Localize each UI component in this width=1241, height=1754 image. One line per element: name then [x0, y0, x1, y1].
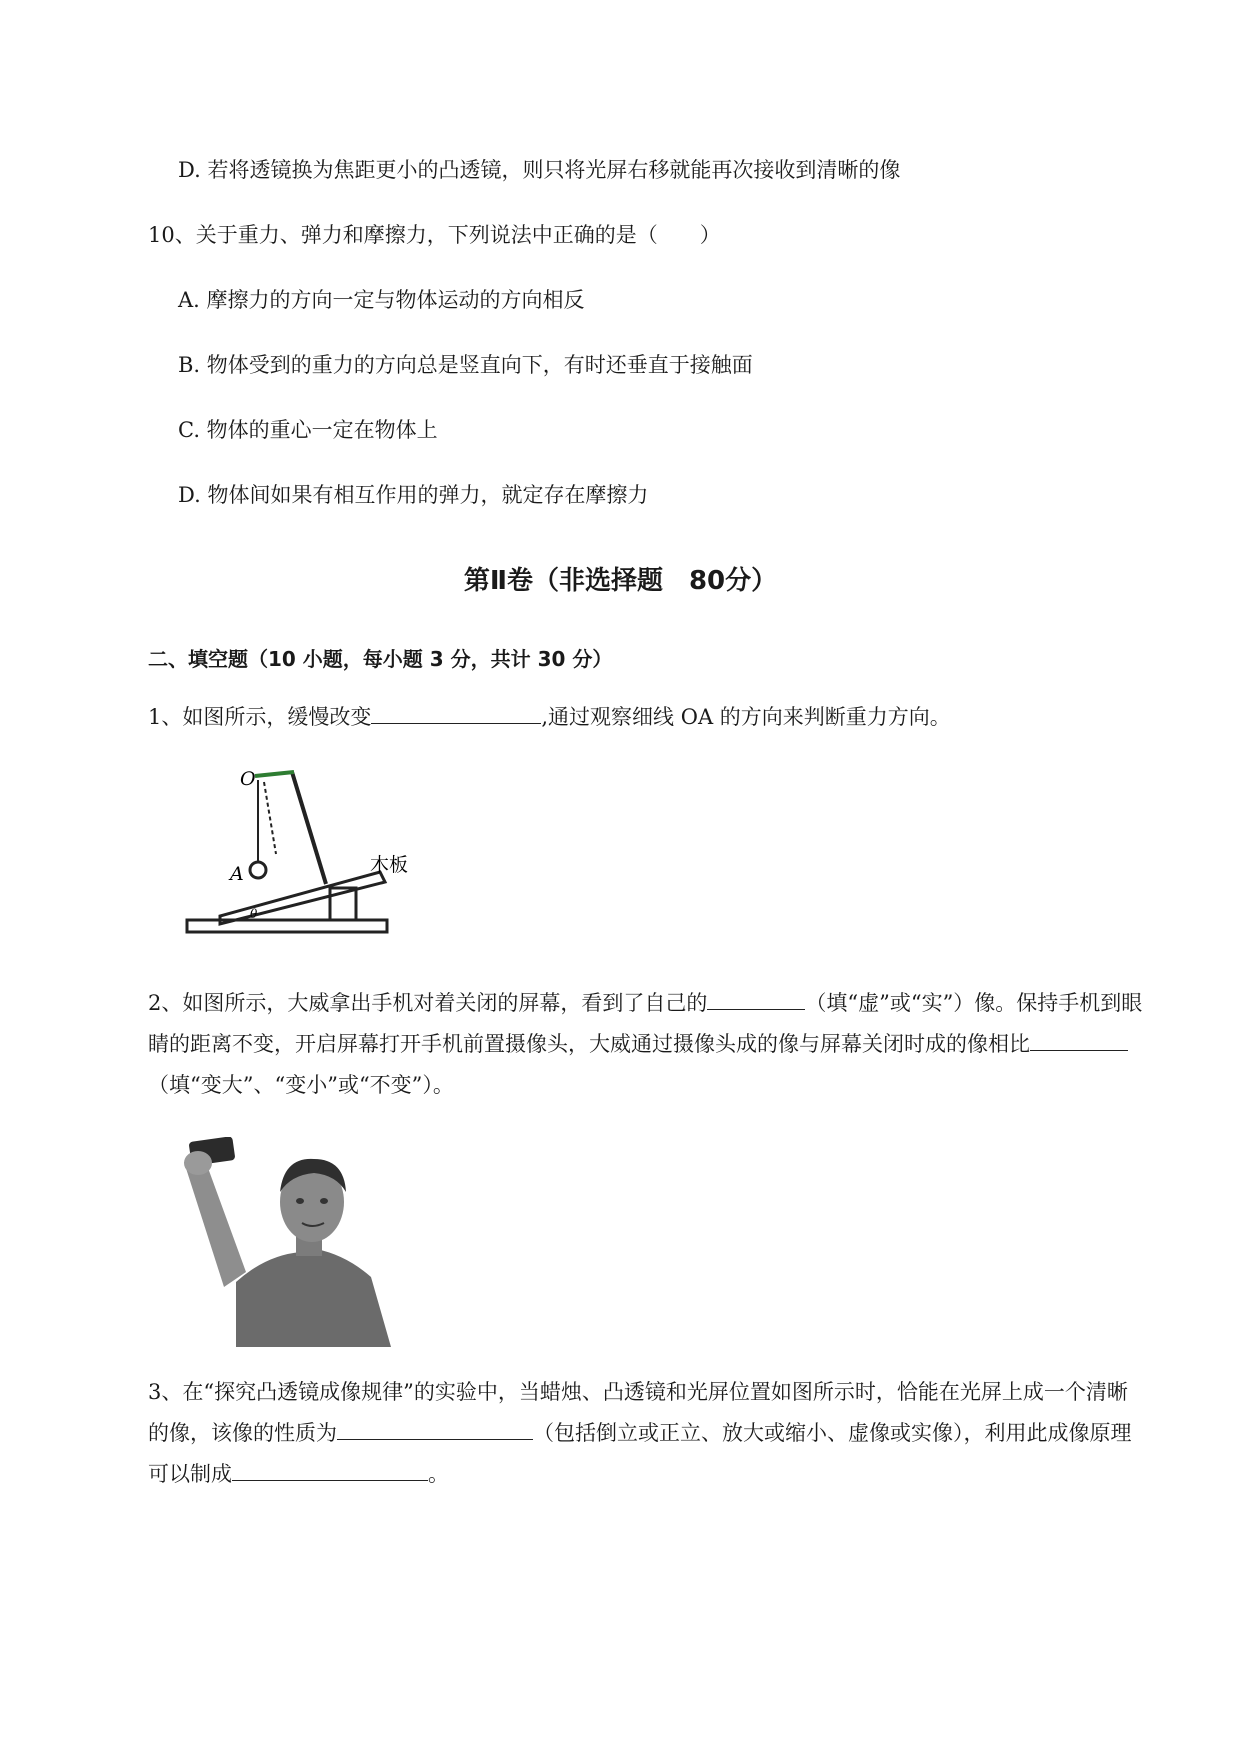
- fill3-text-2: （包括倒立或正立、放大或缩小、虚像或实像），利用此成像原理可以制成: [148, 1421, 1132, 1486]
- base-plate: [187, 920, 387, 932]
- q10-option-b: B. 物体受到的重力的方向总是竖直向下，有时还垂直于接触面: [178, 353, 753, 377]
- fill2-question: [148, 983, 1148, 1106]
- plumb-line-figure: [180, 768, 410, 940]
- label-o: O: [240, 768, 256, 790]
- fill1-text-post: ,通过观察细线 OA 的方向来判断重力方向。: [541, 705, 951, 729]
- fill2-text-2: （填“虚”或“实”）像。保持手机到眼睛的距离不变，开启屏幕打开手机前置摄像头，大威通过摄像头成的像与屏幕关闭时成的像相比: [148, 991, 1143, 1056]
- left-eye: [296, 1198, 304, 1204]
- q9-option-d: D. 若将透镜换为焦距更小的凸透镜，则只将光屏右移就能再次接收到清晰的像: [178, 158, 901, 182]
- fill2-text-1: 2、如图所示，大威拿出手机对着关闭的屏幕，看到了自己的: [148, 991, 708, 1015]
- fill3-blank-2[interactable]: [232, 1479, 428, 1481]
- label-board: 木板: [370, 854, 409, 876]
- fill1-blank[interactable]: [371, 722, 541, 724]
- fill2-blank-1[interactable]: [707, 1008, 805, 1010]
- q10-option-c: C. 物体的重心一定在物体上: [178, 418, 438, 442]
- plumb-bob: [250, 862, 266, 878]
- inclined-board: [220, 872, 385, 924]
- hand: [184, 1151, 212, 1175]
- fill3-text-3: 。: [428, 1462, 449, 1486]
- theta-label: θ: [250, 907, 258, 921]
- part2-title: 第Ⅱ卷（非选择题 80分）: [463, 566, 778, 596]
- raised-arm: [184, 1157, 246, 1287]
- fill2-text-3: （填“变大”、“变小”或“不变”）。: [148, 1073, 454, 1097]
- fill3-blank-1[interactable]: [337, 1438, 533, 1440]
- fill2-blank-2[interactable]: [1030, 1049, 1128, 1051]
- fill1-question: [148, 707, 951, 728]
- dashed-line: [264, 782, 276, 854]
- stand-pole: [292, 772, 326, 884]
- q10-option-d: D. 物体间如果有相互作用的弹力，就定存在摩擦力: [178, 483, 649, 507]
- fill3-question: [148, 1372, 1148, 1495]
- fill1-text-pre: 1、如图所示，缓慢改变: [148, 705, 372, 729]
- fill3-text-1: 3、在“探究凸透镜成像规律”的实验中，当蜡烛、凸透镜和光屏位置如图所示时，恰能在光屏上成一个清晰的像，该像的性质为: [148, 1380, 1128, 1445]
- section-heading: 二、填空题（10 小题，每小题 3 分，共计 30 分）: [148, 647, 613, 671]
- right-eye: [320, 1198, 328, 1204]
- q10-option-a: A. 摩擦力的方向一定与物体运动的方向相反: [178, 288, 585, 312]
- q10-stem: 10、关于重力、弹力和摩擦力，下列说法中正确的是（ ）: [148, 223, 721, 247]
- label-a: A: [230, 863, 244, 885]
- body: [236, 1249, 391, 1347]
- stand-arm: [255, 772, 294, 776]
- selfie-photo: [176, 1137, 406, 1347]
